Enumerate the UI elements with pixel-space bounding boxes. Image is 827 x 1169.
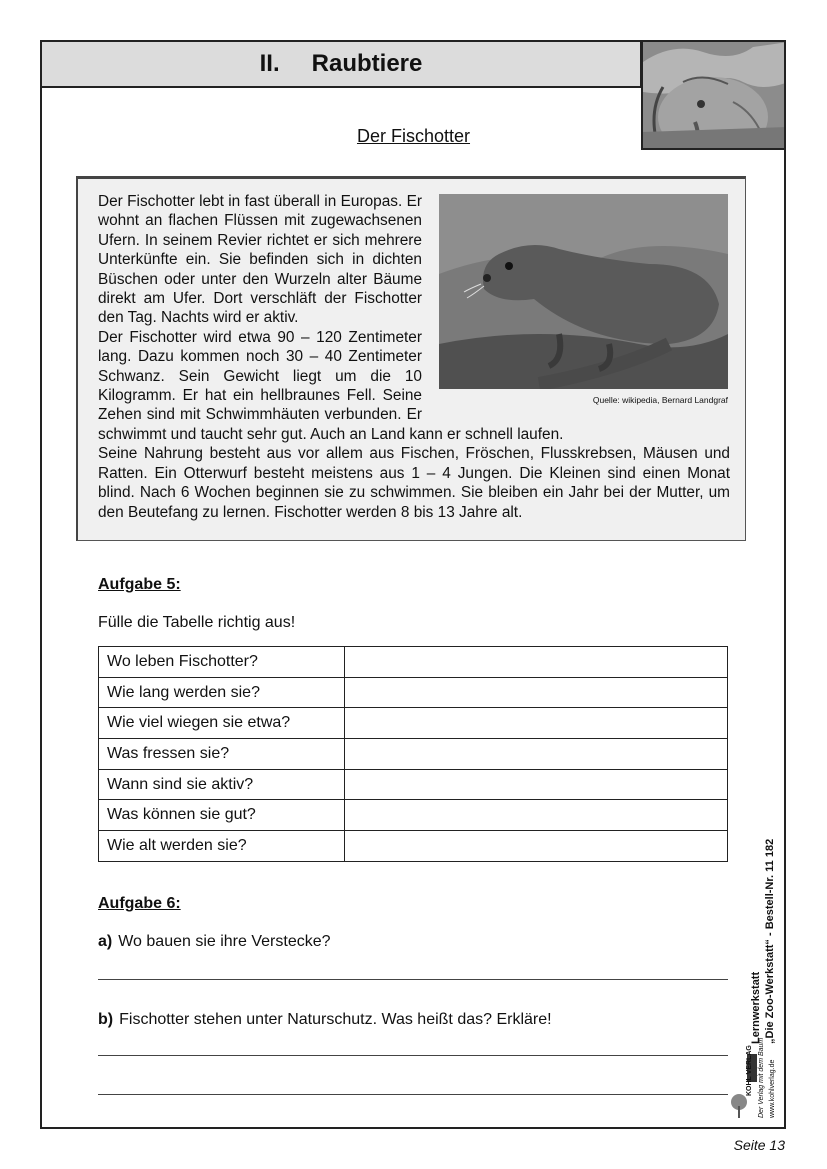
answer-cell[interactable]: [345, 831, 728, 862]
photo-credit: Quelle: wikipedia, Bernard Landgraf: [592, 395, 728, 405]
question-cell: Was können sie gut?: [99, 800, 345, 831]
table-row: [99, 647, 728, 678]
answer-line-b2[interactable]: [98, 1094, 728, 1095]
answer-cell[interactable]: [345, 708, 728, 739]
chapter-number: II.: [259, 50, 280, 77]
question-cell: Was fressen sie?: [99, 739, 345, 770]
logo-text: KOHL VERLAG: [746, 1045, 753, 1096]
publisher-url[interactable]: www.kohlverlag.de: [769, 1059, 776, 1118]
table-row: [99, 708, 728, 739]
task6-heading: Aufgabe 6:: [98, 895, 181, 912]
info-paragraph-3: Seine Nahrung besteht aus vor allem aus Fischen, Fröschen, Flusskrebsen, Mäusen und Ratten. Ein Otterwurf besteht meistens aus 1 – 4 Jungen. Die Kleinen sind einen Monat blind. Nach 6 Wochen beginnen sie zu schwimmen. Sie bleiben ein Jahr bei der Mutter, um den Beutefang zu lernen. Fischotter werden 8 bis 13 Jahre alt.: [98, 445, 730, 521]
task6-a-label: a): [98, 933, 113, 950]
answer-cell[interactable]: [345, 739, 728, 770]
answer-cell[interactable]: [345, 800, 728, 831]
task6-question-a: [98, 933, 331, 951]
answer-line-b1[interactable]: [98, 1055, 728, 1056]
answer-cell[interactable]: [345, 647, 728, 678]
answer-cell[interactable]: [345, 769, 728, 800]
sidebar-series: Lernwerkstatt: [750, 971, 762, 1044]
section-title: Der Fischotter: [356, 126, 471, 146]
answer-cell[interactable]: [345, 677, 728, 708]
otter-photo-block: [436, 194, 732, 409]
task6-a-text: Wo bauen sie ihre Verstecke?: [118, 933, 331, 950]
answer-table: [98, 646, 728, 862]
task5-heading: Aufgabe 5:: [98, 576, 181, 593]
tree-logo-icon: [729, 1050, 759, 1120]
info-text: [98, 192, 730, 522]
task5-instruction: Fülle die Tabelle richtig aus!: [98, 614, 296, 631]
table-row: [99, 769, 728, 800]
question-cell: Wie viel wiegen sie etwa?: [99, 708, 345, 739]
question-cell: Wie lang werden sie?: [99, 677, 345, 708]
table-row: [99, 800, 728, 831]
task6-b-text: Fischotter stehen unter Naturschutz. Was heißt das? Erkläre!: [119, 1011, 552, 1028]
otter-photo: [439, 194, 728, 389]
chapter-title: Raubtiere: [311, 50, 423, 77]
question-cell: Wann sind sie aktiv?: [99, 769, 345, 800]
publisher-logo: [729, 1050, 759, 1120]
publisher-slogan: Der Verlag mit dem Baum: [758, 1037, 765, 1118]
info-paragraph-2: Der Fischotter wird etwa 90 – 120 Zentimeter lang. Dazu kommen noch 30 – 40 Zentimeter Schwanz. Sein Gewicht liegt um die 10 Kilogramm. Er hat ein hellbraunes Fell. Seine Zehen sind mit Schwimmhäuten verbunden. Er schwimmt und taucht sehr gut. Auch an Land kann er schnell laufen.: [98, 328, 564, 443]
table-row: [99, 739, 728, 770]
answer-line-a[interactable]: [98, 979, 728, 980]
page-number: Seite 13: [733, 1137, 785, 1153]
info-paragraph-1: Der Fischotter lebt in fast überall in Europas. Er wohnt an flachen Flüssen mit zugewachsenen Ufern. In seinem Revier richtet er sich mehrere Unterkünfte ein. Sie befinden sich in dichten Büschen oder unter den Wurzeln alter Bäume direkt am Ufer. Dort verschläft der Fischotter den Tag. Nachts wird er aktiv.: [98, 193, 422, 327]
chapter-header: [40, 40, 642, 88]
table-row: [99, 831, 728, 862]
task6-b-label: b): [98, 1011, 114, 1028]
table-row: [99, 677, 728, 708]
task6-question-b: [98, 1011, 552, 1029]
sidebar-title: „Die Zoo-Werkstatt“ - Bestell-Nr. 11 182: [764, 838, 776, 1044]
question-cell: Wo leben Fischotter?: [99, 647, 345, 678]
question-cell: Wie alt werden sie?: [99, 831, 345, 862]
